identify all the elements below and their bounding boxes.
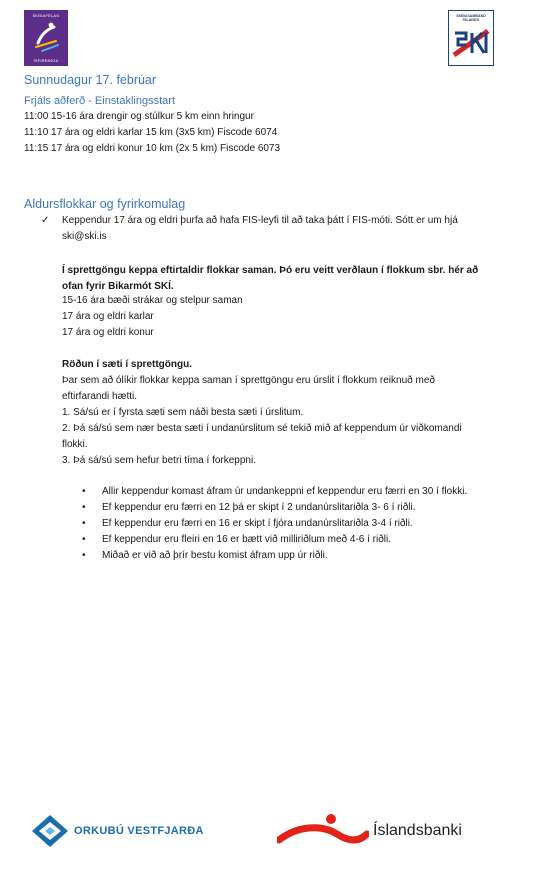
- orkubu-name: ORKUBÚ VESTFJARÐA: [74, 825, 204, 837]
- text-line: 3. Þá sá/sú sem hefur betri tíma í forkeppni.: [62, 455, 256, 466]
- text-line: eftirfarandi hætti.: [62, 391, 138, 402]
- event-date: Sunnudagur 17. febrúar: [24, 73, 157, 87]
- text-line: Þar sem að ólíkir flokkar keppa saman í sprettgöngu eru úrslit í flokkum reiknuð með: [62, 375, 435, 386]
- text-line: Í sprettgöngu keppa eftirtaldir flokkar saman. Þó eru veitt verðlaun í flokkum sbr. hér að: [62, 265, 479, 276]
- list-item: [82, 484, 522, 500]
- bullet-icon: •: [82, 534, 86, 545]
- federation-logo-text: SKÍÐASAMBAND ÍSLANDS: [456, 14, 486, 23]
- club-logo-bottom-text: ÍSFIRÐINGA: [33, 58, 59, 63]
- text-line: Keppendur 17 ára og eldri þurfa að hafa FIS-leyfi til að taka þátt í FIS-móti. Sótt er um hjá: [62, 215, 458, 226]
- text-line: flokki.: [62, 439, 88, 450]
- schedule-line: 11:15 17 ára og eldri konur 10 km (2x 5 km) Fiscode 6073: [24, 143, 281, 154]
- text-line: 1. Sá/sú er í fyrsta sæti sem náði besta sæti í úrslitum.: [62, 407, 304, 418]
- bullet-icon: •: [82, 550, 86, 561]
- sprint-groups: [62, 293, 514, 341]
- list-item: [82, 500, 522, 516]
- sprint-intro: [62, 263, 514, 295]
- list-item-text: Miðað er við að þrír bestu komist áfram upp úr riðli.: [102, 550, 328, 561]
- schedule-line: 11:10 17 ára og eldri karlar 15 km (3x5 km) Fiscode 6074: [24, 127, 278, 138]
- group-item: 17 ára og eldri karlar: [62, 311, 154, 322]
- ski-club-logo: [24, 10, 68, 66]
- heat-rules-list: [82, 484, 522, 564]
- list-item: [82, 548, 522, 564]
- orkubu-sponsor-logo: [30, 813, 204, 854]
- text-line: 2. Þá sá/sú sem nær besta sæti í undanúrslitum sé tekið mið af keppendum úr viðkomandi: [62, 423, 462, 434]
- bullet-icon: •: [82, 486, 86, 497]
- list-item: [82, 516, 522, 532]
- checkmark-icon: ✓: [41, 215, 50, 226]
- list-item-text: Ef keppendur eru fleiri en 16 er bætt við milliriðlum með 4-6 í riðli.: [102, 534, 392, 545]
- list-item-text: Ef keppendur eru færri en 12 þá er skipt í 2 undanúrslitariðla 3- 6 í riðli.: [102, 502, 416, 513]
- list-item-text: Ef keppendur eru færri en 16 er skipt í fjóra undanúrslitariðla 3-4 í riðli.: [102, 518, 413, 529]
- bullet-icon: •: [82, 502, 86, 513]
- race-schedule: [24, 109, 280, 157]
- group-item: 17 ára og eldri konur: [62, 327, 154, 338]
- islandsbanki-wave-icon: [277, 812, 369, 852]
- ski-federation-logo: [448, 10, 494, 66]
- schedule-line: 11:00 15-16 ára drengir og stúlkur 5 km einn hringur: [24, 111, 254, 122]
- section-heading: Aldursflokkar og fyrirkomulag: [24, 197, 186, 211]
- islandsbanki-name: Íslandsbanki: [373, 822, 462, 839]
- orkubu-diamond-icon: [30, 813, 70, 849]
- ranking-title: Röðun í sæti í sprettgöngu.: [62, 359, 192, 370]
- group-item: 15-16 ára bæði strákar og stelpur saman: [62, 295, 243, 306]
- race-style: Frjáls aðferð - Einstaklingsstart: [24, 95, 175, 107]
- list-item: [82, 532, 522, 548]
- ranking-block: [62, 357, 514, 469]
- islandsbanki-sponsor-logo: [277, 812, 462, 857]
- text-line: ofan fyrir Bikarmót SKÍ.: [62, 281, 174, 292]
- ski-emblem-icon: [452, 25, 490, 61]
- email-text: ski@ski.is: [62, 231, 107, 242]
- bullet-icon: •: [82, 518, 86, 529]
- skier-icon: [32, 21, 60, 53]
- fis-requirement: [62, 213, 514, 245]
- list-item-text: Allir keppendur komast áfram úr undankeppni ef keppendur eru færri en 30 í flokki.: [102, 486, 468, 497]
- club-logo-top-text: SKÍÐAFÉLAG: [32, 13, 60, 18]
